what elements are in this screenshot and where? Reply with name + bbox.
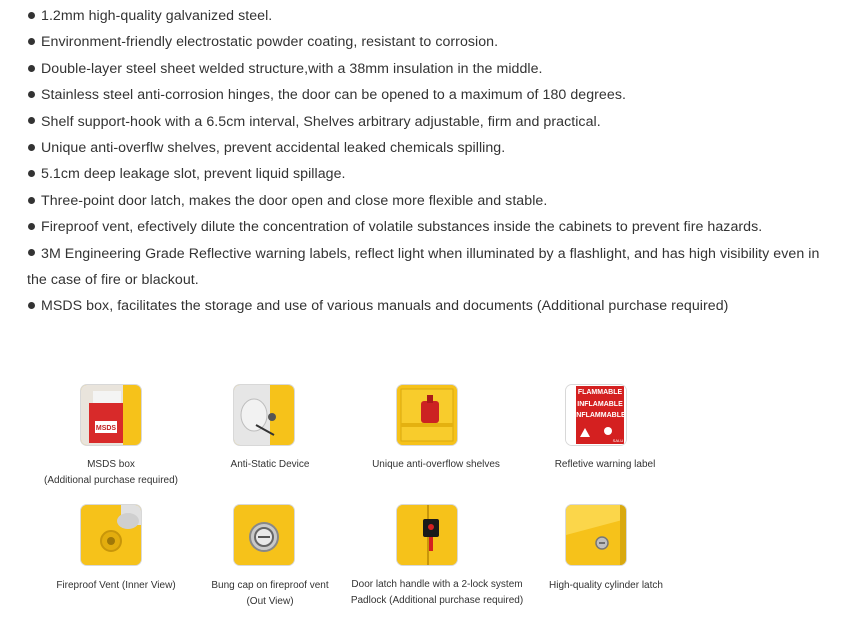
feature-item: 3M Engineering Grade Reflective warning labels, reflect light when illuminated by a flashlight, and has high visibility even in the case of fire or blackout. [27, 245, 820, 289]
bullet-icon [28, 223, 35, 230]
door-latch-handle-photo [397, 505, 457, 565]
bullet-icon [28, 144, 35, 151]
feature-item: Fireproof vent, efectively dilute the concentration of volatile substances inside the cabinets to prevent fire hazards. [27, 214, 842, 240]
bullet-icon [28, 170, 35, 177]
svg-text:SAI-U: SAI-U [612, 438, 624, 443]
bullet-icon [28, 38, 35, 45]
warning-label-photo [566, 385, 626, 445]
cylinder-latch-photo [566, 505, 626, 565]
feature-item: Shelf support-hook with a 6.5cm interval, Shelves arbitrary adjustable, firm and practical. [27, 109, 842, 135]
cylinder-latch-caption: High-quality cylinder latch [549, 580, 663, 591]
feature-item: Double-layer steel sheet welded structure,with a 38mm insulation in the middle. [27, 56, 842, 82]
svg-text:INFLAMABLE: INFLAMABLE [577, 401, 623, 408]
svg-text:FLAMMABLE: FLAMMABLE [577, 389, 623, 396]
bullet-icon [28, 91, 35, 98]
bullet-icon [28, 117, 35, 124]
feature-item: 1.2mm high-quality galvanized steel. [27, 3, 842, 29]
bung-cap-caption: Bung cap on fireproof vent (Out View) [211, 580, 329, 607]
feature-item: Stainless steel anti-corrosion hinges, the door can be opened to a maximum of 180 degrees. [27, 82, 842, 108]
bullet-icon [28, 12, 35, 19]
svg-text:MSDS: MSDS [95, 425, 117, 432]
feature-list [27, 3, 842, 320]
feature-item: Unique anti-overflw shelves, prevent accidental leaked chemicals spilling. [27, 135, 842, 161]
bullet-icon [28, 197, 35, 204]
bung-cap-photo [234, 505, 294, 565]
warning-label-caption: Refletive warning label [554, 459, 656, 470]
msds-box-caption: MSDS box (Additional purchase required) [44, 459, 178, 486]
msds-box-photo [81, 385, 141, 445]
bullet-icon [28, 302, 35, 309]
bullet-icon [28, 65, 35, 72]
fireproof-vent-inner-photo [81, 505, 141, 565]
svg-text:INFLAMMABLE: INFLAMMABLE [574, 412, 626, 419]
anti-static-device-caption: Anti-Static Device [230, 459, 310, 470]
feature-item: 5.1cm deep leakage slot, prevent liquid spillage. [27, 161, 842, 187]
bullet-icon [28, 249, 35, 256]
feature-item: MSDS box, facilitates the storage and use of various manuals and documents (Additional purchase required) [27, 293, 842, 319]
anti-overflow-shelves-photo [397, 385, 457, 445]
feature-item: Three-point door latch, makes the door open and close more flexible and stable. [27, 188, 842, 214]
door-latch-handle-caption: Door latch handle with a 2-lock system Padlock (Additional purchase required) [350, 579, 524, 606]
feature-item: Environment-friendly electrostatic powder coating, resistant to corrosion. [27, 29, 842, 55]
anti-overflow-shelves-caption: Unique anti-overflow shelves [372, 459, 500, 470]
fireproof-vent-inner-caption: Fireproof Vent (Inner View) [56, 580, 176, 591]
anti-static-device-photo [234, 385, 294, 445]
